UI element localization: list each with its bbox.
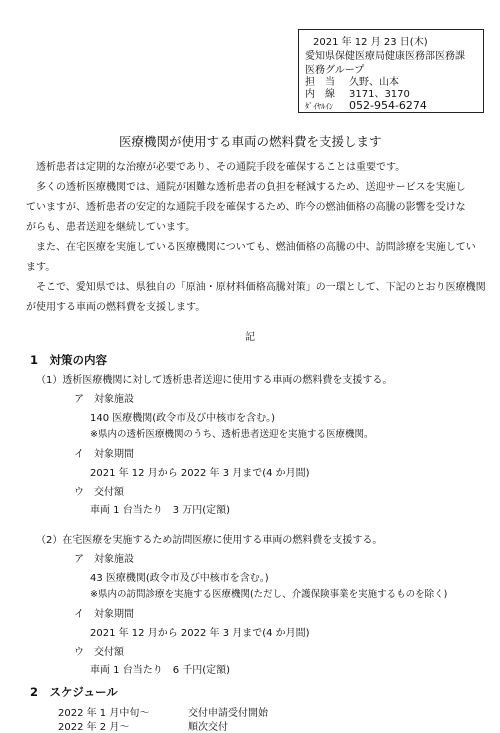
sub2-a-value: 43 医療機関(政令市及び中核市を含む。) [90,573,269,584]
ki-marker: 記 [245,332,255,343]
sub2-a-label: ア 対象施設 [74,554,134,565]
intro-line-2: 多くの透析医療機関では、通院が困難な透析患者の負担を軽減するため、送迎サービスを実施し [36,182,466,193]
sub2-a-note: ※県内の訪問診療を実施する医療機関(ただし、介護保険事業を実施するものを除く) [90,589,448,600]
contact-label: 担 当 [305,77,335,88]
intro-line-1: 透析患者は定期的な治療が必要であり、その通院手段を確保することは重要です。 [36,162,406,173]
sub1-a-label: ア 対象施設 [74,394,134,405]
intro-line-5: また、在宅医療を実施している医療機関についても、燃油価格の高騰の中、訪問診療を実施してい [36,242,476,253]
section1-heading: 1 対策の内容 [30,353,108,367]
schedule-what-2: 順次交付 [188,722,228,733]
sub1-u-value: 車両 1 台当たり 3 万円(定額) [90,505,231,516]
sub1-label: （1）透析医療機関に対して透析患者送迎に使用する車両の燃料費を支援する。 [36,375,393,386]
intro-line-8: が使用する車両の燃料費を支援します。 [26,302,206,313]
schedule-what-1: 交付申請受付開始 [188,708,268,719]
section2-heading: 2 スケジュール [30,685,118,699]
intro-line-4: がらも、患者送迎を継続しています。 [26,222,196,233]
dial-label: ﾀﾞｲﾔﾙｲﾝ [305,102,333,111]
sub1-i-label: イ 対象期間 [74,449,134,460]
contact-box [298,29,484,113]
group: 医務グループ [305,65,365,76]
intro-line-7: そこで、愛知県では、県独自の「原油・原材料価格高騰対策」の一環として、下記のとおり医療機関 [36,282,486,293]
page-title: 医療機関が使用する車両の燃料費を支援します [119,134,382,149]
schedule-when-1: 2022 年 1 月中旬～ [58,708,150,719]
ext-label: 内 線 [305,89,335,100]
sub2-u-label: ウ 交付額 [74,647,124,658]
sub1-u-label: ウ 交付額 [74,487,124,498]
sub2-label: （2）在宅医療を実施するため訪問医療に使用する車両の燃料費を支援する。 [36,535,383,546]
sub2-i-value: 2021 年 12 月から 2022 年 3 月まで(4 か月間) [90,628,310,639]
sub1-i-value: 2021 年 12 月から 2022 年 3 月まで(4 か月間) [90,468,310,479]
ext-value: 3171、3170 [349,89,410,100]
intro-line-3: ていますが、透析患者の安定的な通院手段を確保するため、昨今の燃油価格の高騰の影響を受けな [26,202,466,213]
schedule-when-2: 2022 年 2 月～ [58,722,130,733]
sub1-a-note: ※県内の透析医療機関のうち、透析患者送迎を実施する医療機関。 [90,429,374,440]
sub2-i-label: イ 対象期間 [74,609,134,620]
sub1-a-value: 140 医療機関(政令市及び中核市を含む。) [90,413,276,424]
release-date: 2021 年 12 月 23 日(木) [313,37,428,48]
department: 愛知県保健医療局健康医務部医務課 [305,51,465,62]
intro-line-6: ます。 [26,262,56,273]
dial-value: 052-954-6274 [349,99,427,112]
contact-value: 久野、山本 [349,77,399,88]
sub2-u-value: 車両 1 台当たり 6 千円(定額) [90,665,231,676]
